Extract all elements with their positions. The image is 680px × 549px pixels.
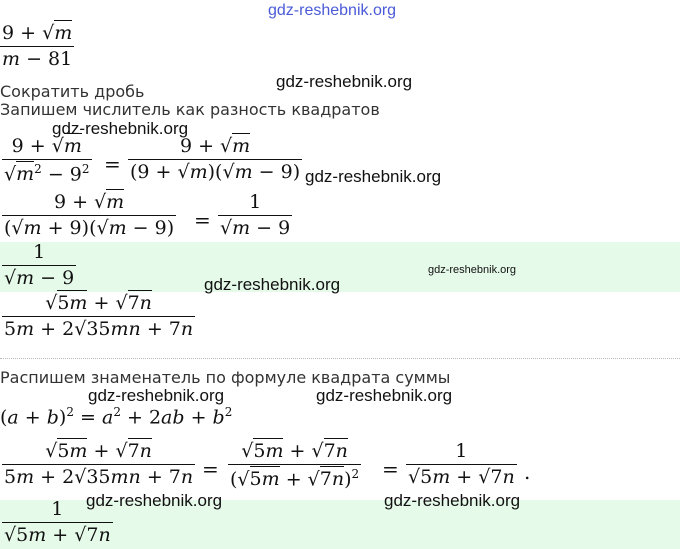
eq3-right-fraction: $\frac{1}{√5m + √7n}$ [408, 440, 515, 488]
eq3-left-fraction: $\frac{√5m + √7n}{5m + 2√35mn + 7n}$ [4, 440, 194, 488]
reduce-instruction-cut: Сократить дробь [0, 82, 145, 101]
square-sum-identity: $(a + b)^2 = a^2 + 2ab + b^2$ [0, 405, 233, 429]
eq2-equals: = [194, 208, 211, 232]
eq1-right-fraction: $\frac{9 + √m}{(9 + √m)(√m - 9)}$ [130, 135, 301, 183]
cut-line [0, 352, 680, 359]
watermark-5: gdz-reshebnik.org [204, 275, 341, 294]
watermark-9: gdz-reshebnik.org [384, 491, 521, 510]
step1-text: Запишем числитель как разность квадратов [0, 100, 380, 119]
eq3-middle-fraction: $\frac{√5m + √7n}{(√5m + √7n)^2}$ [230, 440, 360, 491]
eq1-equals: = [104, 152, 121, 176]
watermark-2: gdz-reshebnik.org [52, 119, 189, 138]
watermark-top: gdz-reshebnik.org [268, 2, 397, 19]
eq3-equals-2: = [382, 457, 399, 481]
watermark-8: gdz-reshebnik.org [86, 491, 223, 510]
watermark-6: gdz-reshebnik.org [88, 386, 225, 405]
eq3-equals-1: = [202, 457, 219, 481]
eq1-left-fraction: $\frac{9 + √m}{√m^2 - 9^2}$ [4, 135, 90, 186]
eq2-right-fraction: $\frac{1}{√m - 9}$ [220, 191, 291, 239]
problem-2-fraction: $\frac{√5m + √7n}{5m + 2√35mn + 7n}$ [4, 292, 194, 340]
watermark-7: gdz-reshebnik.org [316, 386, 453, 405]
answer-2-fraction: $\frac{1}{√5m + √7n}$ [4, 498, 111, 546]
eq2-left-fraction: $\frac{9 + √m}{(√m + 9)(√m - 9)}$ [4, 191, 175, 239]
eq3-period: . [524, 460, 531, 484]
watermark-4: gdz-reshebnik.org [428, 264, 517, 276]
problem-1-fraction: $\frac{9 + √m}{m - 81}$ [2, 22, 73, 70]
step2-text: Распишем знаменатель по формуле квадрата суммы [0, 368, 451, 387]
answer-1-fraction: $\frac{1}{√m - 9}$ [4, 241, 75, 289]
watermark-1: gdz-reshebnik.org [276, 72, 413, 91]
watermark-3: gdz-reshebnik.org [305, 167, 442, 186]
